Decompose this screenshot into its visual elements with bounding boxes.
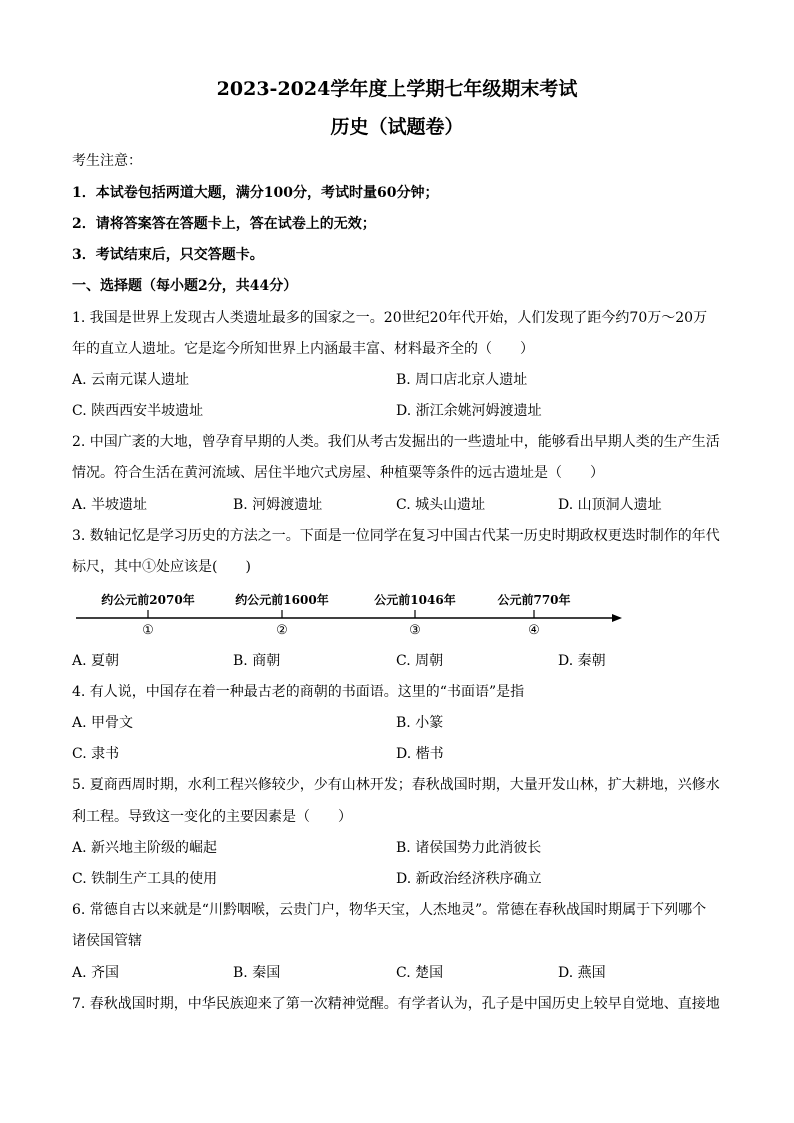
timeline-mark: ① <box>142 623 154 638</box>
question-text: 5. 夏商西周时期，水利工程兴修较少，少有山林开发；春秋战国时期，大量开发山林，扩大耕地，兴修水 <box>72 777 720 793</box>
option-a: A. 夏朝 <box>72 653 120 669</box>
question-text: 利工程。导致这一变化的主要因素是（ ） <box>72 809 352 825</box>
option-a: A. 甲骨文 <box>72 715 134 731</box>
notice-item: 2．请将答案答在答题卡上，答在试卷上的无效； <box>72 216 376 232</box>
question-text: 3. 数轴记忆是学习历史的方法之一。下面是一位同学在复习中国古代某一历史时期政权更迭时制作的年代 <box>72 528 720 544</box>
question-text: 7. 春秋战国时期，中华民族迎来了第一次精神觉醒。有学者认为，孔子是中国历史上较早自觉地、直接地 <box>72 996 720 1012</box>
timeline-mark: ② <box>276 623 288 638</box>
notice-item: 1．本试卷包括两道大题，满分100分，考试时量60分钟； <box>72 185 439 201</box>
option-b: B. 周口店北京人遗址 <box>396 372 528 388</box>
notice-item: 3．考试结束后，只交答题卡。 <box>72 247 264 263</box>
option-c: C. 城头山遗址 <box>396 497 486 513</box>
timeline-label: 公元前1046年 <box>374 593 456 607</box>
question-text: 1. 我国是世界上发现古人类遗址最多的国家之一。20世纪20年代开始，人们发现了距今约70万～20万 <box>72 310 708 326</box>
option-d: D. 浙江余姚河姆渡遗址 <box>396 403 542 419</box>
timeline-label: 约公元前1600年 <box>235 593 329 607</box>
option-d: D. 楷书 <box>396 746 444 762</box>
option-c: C. 周朝 <box>396 653 444 669</box>
notice-heading: 考生注意： <box>72 153 142 169</box>
question-text: 诸侯国管辖 <box>72 933 142 949</box>
option-b: B. 小篆 <box>396 715 444 731</box>
page-subtitle: 历史（试题卷） <box>330 116 464 138</box>
timeline-label: 公元前770年 <box>497 593 571 607</box>
question-text: 4. 有人说，中国存在着一种最古老的商朝的书面语。这里的“书面语”是指 <box>72 684 525 700</box>
question-text: 年的直立人遗址。它是迄今所知世界上内涵最丰富、材料最齐全的（ ） <box>72 341 534 357</box>
question-text: 2. 中国广袤的大地，曾孕育早期的人类。我们从考古发掘出的一些遗址中，能够看出早期人类的生产生活 <box>72 434 720 450</box>
option-d: D. 新政治经济秩序确立 <box>396 871 542 887</box>
option-c: C. 楚国 <box>396 965 444 981</box>
option-b: B. 河姆渡遗址 <box>233 497 323 513</box>
option-a: A. 齐国 <box>72 965 120 981</box>
option-d: D. 秦朝 <box>558 653 606 669</box>
option-d: D. 山顶洞人遗址 <box>558 497 662 513</box>
option-a: A. 半坡遗址 <box>72 497 148 513</box>
option-c: C. 陕西西安半坡遗址 <box>72 403 204 419</box>
section-heading: 一、选择题（每小题2分，共44分） <box>72 278 298 294</box>
option-b: B. 秦国 <box>233 965 281 981</box>
option-a: A. 云南元谋人遗址 <box>72 372 190 388</box>
question-text: 情况。符合生活在黄河流域、居住半地穴式房屋、种植粟等条件的远古遗址是（ ） <box>72 465 604 481</box>
timeline-label: 约公元前2070年 <box>101 593 195 607</box>
timeline-figure <box>76 588 636 642</box>
question-text: 6. 常德自古以来就是“川黔咽喉，云贵门户，物华天宝，人杰地灵”。常德在春秋战国时期属于下列哪个 <box>72 902 707 918</box>
option-a: A. 新兴地主阶级的崛起 <box>72 840 218 856</box>
timeline-arrow <box>612 614 622 622</box>
timeline-mark: ④ <box>528 623 540 638</box>
option-c: C. 铁制生产工具的使用 <box>72 871 218 887</box>
question-text: 标尺，其中①处应该是( ) <box>72 559 251 575</box>
page-title: 2023-2024学年度上学期七年级期末考试 <box>216 78 578 100</box>
option-b: B. 商朝 <box>233 653 281 669</box>
option-b: B. 诸侯国势力此消彼长 <box>396 840 542 856</box>
option-d: D. 燕国 <box>558 965 606 981</box>
timeline-mark: ③ <box>409 623 421 638</box>
option-c: C. 隶书 <box>72 746 120 762</box>
